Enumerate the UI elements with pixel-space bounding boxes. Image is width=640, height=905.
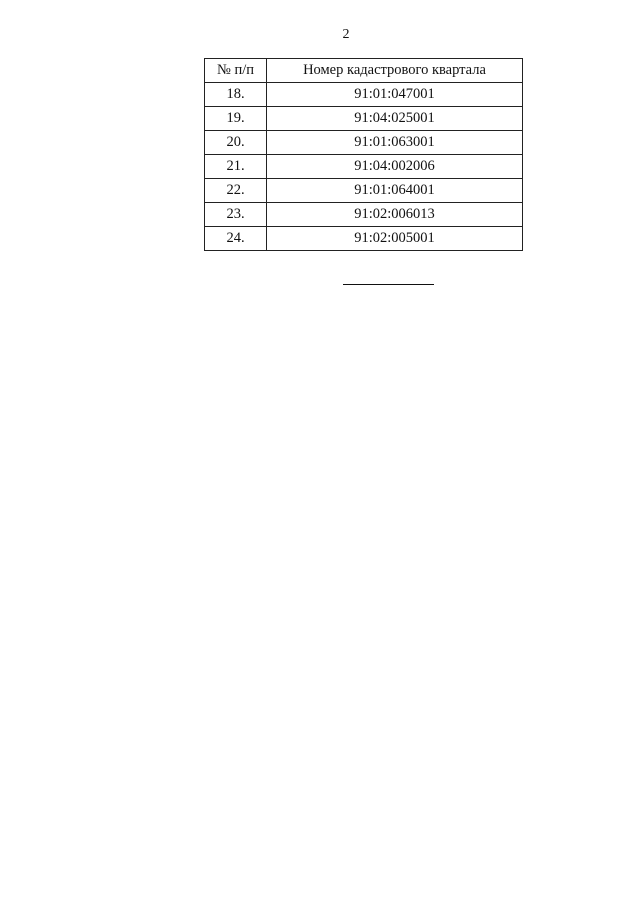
row-cadastral-number: 91:04:025001 bbox=[267, 107, 523, 131]
row-index: 20. bbox=[205, 131, 267, 155]
table-row bbox=[205, 227, 523, 251]
table-row bbox=[205, 179, 523, 203]
header-index: № п/п bbox=[205, 59, 267, 83]
table-row bbox=[205, 83, 523, 107]
row-index: 22. bbox=[205, 179, 267, 203]
row-index: 24. bbox=[205, 227, 267, 251]
row-index: 18. bbox=[205, 83, 267, 107]
table-row bbox=[205, 203, 523, 227]
table-row bbox=[205, 131, 523, 155]
table-header-row bbox=[205, 59, 523, 83]
row-cadastral-number: 91:02:006013 bbox=[267, 203, 523, 227]
end-of-document-rule bbox=[343, 284, 434, 285]
row-index: 21. bbox=[205, 155, 267, 179]
row-cadastral-number: 91:02:005001 bbox=[267, 227, 523, 251]
page-number: 2 bbox=[342, 27, 350, 42]
cadastral-quarters-table bbox=[204, 58, 523, 251]
row-cadastral-number: 91:01:064001 bbox=[267, 179, 523, 203]
table-row bbox=[205, 107, 523, 131]
table-row bbox=[205, 155, 523, 179]
row-cadastral-number: 91:04:002006 bbox=[267, 155, 523, 179]
row-index: 19. bbox=[205, 107, 267, 131]
row-index: 23. bbox=[205, 203, 267, 227]
row-cadastral-number: 91:01:047001 bbox=[267, 83, 523, 107]
row-cadastral-number: 91:01:063001 bbox=[267, 131, 523, 155]
header-cadastral-number: Номер кадастрового квартала bbox=[267, 59, 523, 83]
